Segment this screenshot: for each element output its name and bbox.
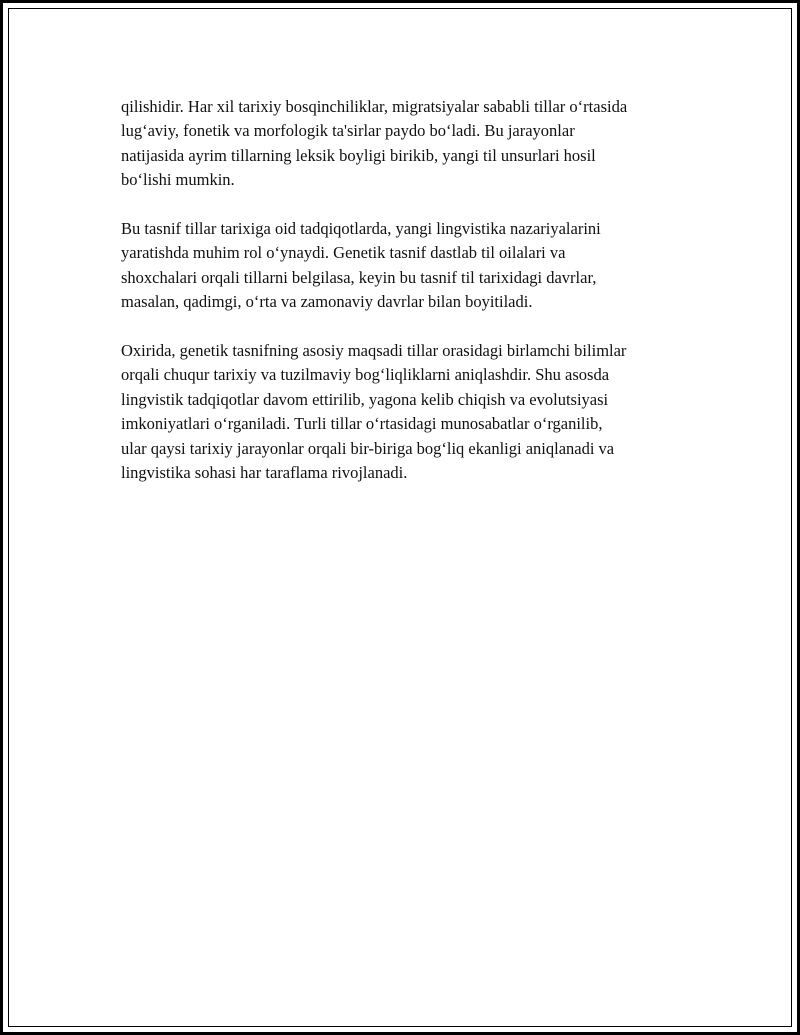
text-line: qilishidir. Har xil tarixiy bosqinchiliklar, migratsiyalar sababli tillar o‘rtasida [121,97,628,116]
text-line: lingvistik tadqiqotlar davom ettirilib, yagona kelib chiqish va evolutsiyasi [121,389,609,409]
text-line: imkoniyatlari o‘rganiladi. Turli tillar o‘rtasidagi munosabatlar o‘rganilib, [121,414,603,434]
text-line: orqali chuqur tarixiy va tuzilmaviy bog‘liqliklarni aniqlashdir. Shu asosda [121,365,610,385]
text-line: Bu tasnif tillar tarixiga oid tadqiqotlarda, yangi lingvistika nazariyalarini [121,219,601,239]
text-line: bo‘lishi mumkin. [121,170,235,190]
text-line: ular qaysi tarixiy jarayonlar orqali bir-biriga bog‘liq ekanligi aniqlanadi va [121,438,615,458]
paragraph-3 [121,339,701,485]
text-line: yaratishda muhim rol o‘ynaydi. Genetik tasnif dastlab til oilalari va [121,243,566,263]
paragraph-1 [121,95,701,193]
text-line: natijasida ayrim tillarning leksik boyligi birikib, yangi til unsurlari hosil [121,145,596,165]
text-line: lug‘aviy, fonetik va morfologik ta'sirlar paydo bo‘ladi. Bu jarayonlar [121,121,575,141]
text-line: shoxchalari orqali tillarni belgilasa, keyin bu tasnif til tarixidagi davrlar, [121,267,597,287]
text-line: Oxirida, genetik tasnifning asosiy maqsadi tillar orasidagi birlamchi bilimlar [121,341,627,361]
text-line: masalan, qadimgi, o‘rta va zamonaviy davrlar bilan boyitiladi. [121,292,533,312]
document-body [121,95,701,510]
paragraph-2 [121,217,701,315]
text-line: lingvistika sohasi har taraflama rivojlanadi. [121,463,408,483]
